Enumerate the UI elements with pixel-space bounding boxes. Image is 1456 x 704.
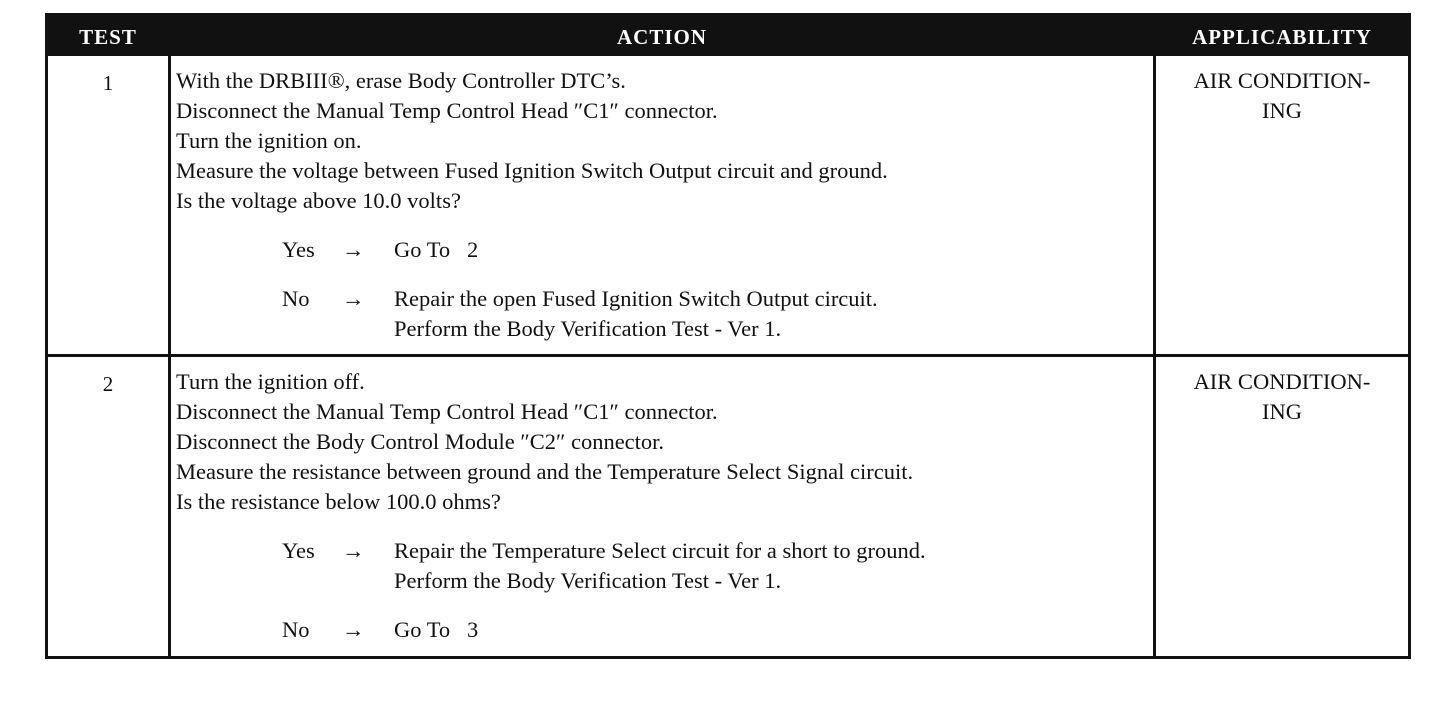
yes-label: Yes — [282, 538, 315, 563]
no-label: No — [282, 617, 310, 642]
action-cell-2 — [176, 367, 926, 645]
step-line: Turn the ignition on. — [176, 128, 362, 153]
step-line: With the DRBIII®, erase Body Controller DTC’s. — [176, 68, 626, 93]
applicability-cell-1 — [1156, 66, 1408, 126]
right-arrow-icon: → — [342, 237, 365, 262]
step-line: Disconnect the Manual Temp Control Head ″C1″ connector. — [176, 399, 718, 424]
row-divider — [48, 354, 1408, 357]
header-action: ACTION — [616, 25, 707, 49]
step-line: Is the resistance below 100.0 ohms? — [176, 489, 501, 514]
step-line: Disconnect the Body Control Module ″C2″ connector. — [176, 429, 665, 454]
no-result: Repair the open Fused Ignition Switch Output circuit. — [394, 286, 878, 311]
test-number-1: 1 — [102, 71, 114, 95]
header-applicability: APPLICABILITY — [1192, 25, 1372, 49]
no-branch — [176, 615, 926, 645]
table-header — [48, 16, 1408, 56]
applicability-cell-2 — [1156, 367, 1408, 427]
yes-branch — [176, 536, 926, 596]
diagnostic-test-table — [45, 13, 1411, 659]
no-result: Perform the Body Verification Test - Ver 1. — [394, 316, 782, 341]
no-branch — [176, 284, 888, 344]
action-cell-1 — [176, 66, 888, 344]
applicability-line: ING — [1262, 98, 1302, 123]
applicability-line: AIR CONDITION- — [1193, 369, 1371, 394]
no-result: Go To 3 — [394, 617, 479, 642]
no-label: No — [282, 286, 310, 311]
header-test: TEST — [79, 25, 137, 49]
step-line: Is the voltage above 10.0 volts? — [176, 188, 461, 213]
yes-result: Go To 2 — [394, 237, 479, 262]
yes-result: Repair the Temperature Select circuit for a short to ground. — [394, 538, 926, 563]
yes-branch — [176, 235, 888, 265]
right-arrow-icon: → — [342, 617, 365, 642]
step-line: Measure the resistance between ground and the Temperature Select Signal circuit. — [176, 459, 914, 484]
test-number-2: 2 — [102, 372, 114, 396]
step-line: Turn the ignition off. — [176, 369, 365, 394]
right-arrow-icon: → — [342, 538, 365, 563]
step-line: Disconnect the Manual Temp Control Head ″C1″ connector. — [176, 98, 718, 123]
right-arrow-icon: → — [342, 286, 365, 311]
yes-label: Yes — [282, 237, 315, 262]
step-line: Measure the voltage between Fused Ignition Switch Output circuit and ground. — [176, 158, 888, 183]
yes-result: Perform the Body Verification Test - Ver 1. — [394, 568, 782, 593]
applicability-line: ING — [1262, 399, 1302, 424]
applicability-line: AIR CONDITION- — [1193, 68, 1371, 93]
